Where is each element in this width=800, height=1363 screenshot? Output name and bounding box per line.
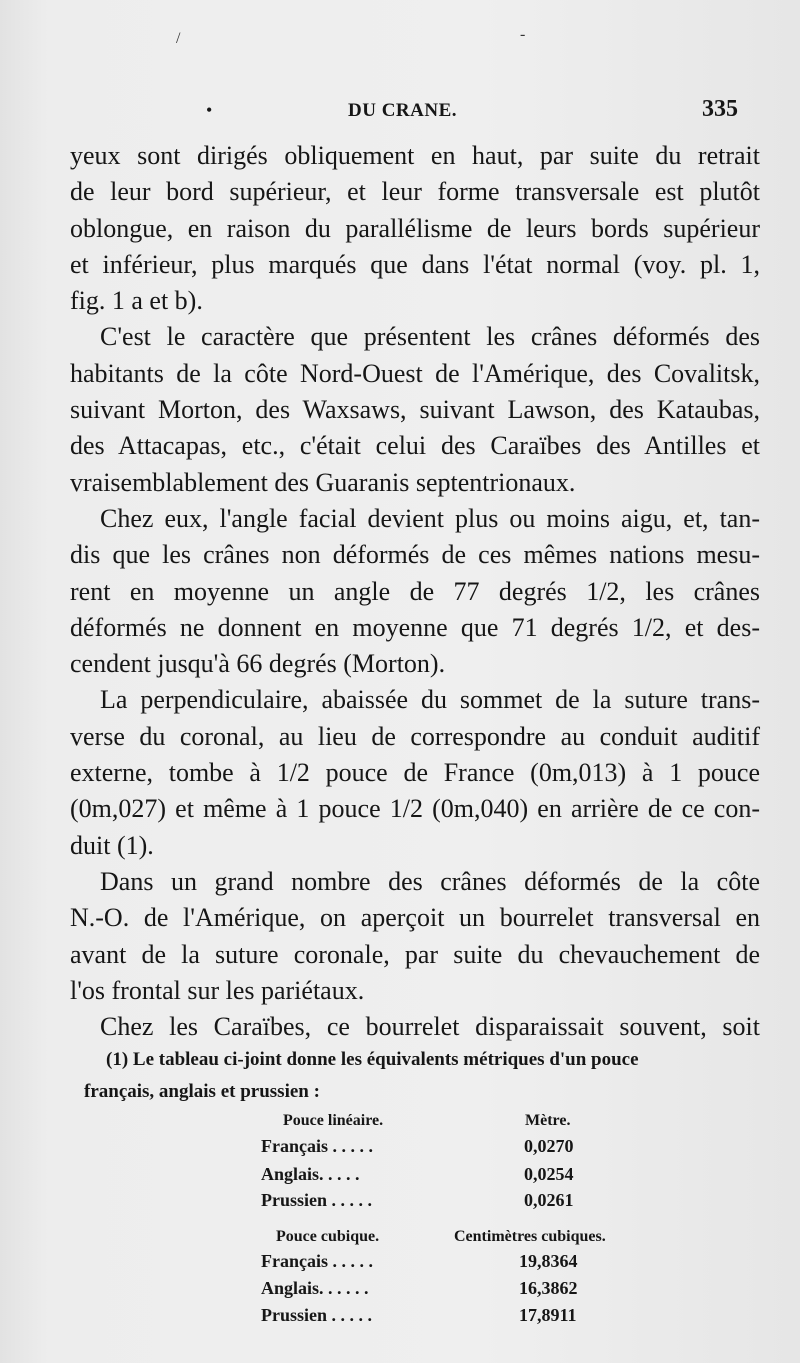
text-line: La perpendiculaire, abaissée du sommet de la suture trans- [100,685,760,715]
stray-mark: / [176,30,181,47]
text-line: Chez les Caraïbes, ce bourrelet disparaissait souvent, soit [100,1012,760,1042]
table-row-value: 0,0270 [524,1136,574,1156]
text-line: vraisemblablement des Guaranis septentrionaux. [70,467,576,497]
table-row-value: 0,0254 [524,1164,574,1184]
stray-mark: - [520,26,526,43]
table-row-value: 17,8911 [519,1305,577,1325]
linear-header-unit: Mètre. [525,1112,571,1129]
table-row-value: 19,8364 [519,1251,578,1271]
table-row-value: 16,3862 [519,1278,578,1298]
table-row-label: Français . . . . . [261,1251,373,1271]
cubic-header-label: Pouce cubique. [276,1228,380,1245]
text-line: avant de la suture coronale, par suite du chevauchement de [70,939,760,969]
table-row-label: Anglais. . . . . [261,1164,360,1184]
text-line: suivant Morton, des Waxsaws, suivant Lawson, des Kataubas, [70,395,760,425]
text-line: et inférieur, plus marqués que dans l'état normal (voy. pl. 1, [70,249,760,279]
text-line: duit (1). [70,830,154,860]
table-row-label: Prussien . . . . . [261,1305,373,1325]
text-line: dis que les crânes non déformés de ces mêmes nations mesu- [70,540,760,570]
text-line: (0m,027) et même à 1 pouce 1/2 (0m,040) en arrière de ce con- [70,794,760,824]
text-line: déformés ne donnent en moyenne que 71 degrés 1/2, et des- [70,612,760,642]
text-line: verse du coronal, au lieu de correspondre au conduit auditif [70,721,760,751]
text-line: des Attacapas, etc., c'était celui des Caraïbes des Antilles et [70,431,760,461]
text-line: l'os frontal sur les pariétaux. [70,975,365,1005]
text-line: Chez eux, l'angle facial devient plus ou moins aigu, et, tan- [100,503,760,533]
text-line: habitants de la côte Nord-Ouest de l'Amérique, des Covalitsk, [70,358,760,388]
text-line: fig. 1 a et b). [70,286,203,316]
table-row-label: Français . . . . . [261,1136,373,1156]
text-line: Dans un grand nombre des crânes déformés de la côte [100,866,760,896]
text-line: oblongue, en raison du parallélisme de leurs bords supérieur [70,213,760,243]
cubic-header-unit: Centimètres cubiques. [454,1228,606,1245]
footnote-line: (1) Le tableau ci-joint donne les équivalents métriques d'un pouce [106,1049,639,1070]
header-ornament: • [206,100,213,120]
text-line: C'est le caractère que présentent les crânes déformés des [100,322,760,352]
table-row-label: Prussien . . . . . [261,1190,373,1210]
text-line: de leur bord supérieur, et leur forme transversale est plutôt [70,177,760,207]
text-line: rent en moyenne un angle de 77 degrés 1/2, les crânes [70,576,760,606]
text-line: cendent jusqu'à 66 degrés (Morton). [70,649,446,679]
table-row-label: Anglais. . . . . . [261,1278,369,1298]
table-row-value: 0,0261 [524,1190,574,1210]
text-line: yeux sont dirigés obliquement en haut, par suite du retrait [70,141,760,170]
text-line: N.-O. de l'Amérique, on aperçoit un bourrelet transversal en [70,903,760,933]
page-number: 335 [702,96,738,122]
running-title: DU CRANE. [348,100,457,121]
linear-header-label: Pouce linéaire. [283,1112,384,1129]
text-line: externe, tombe à 1/2 pouce de France (0m,013) à 1 pouce [70,758,760,788]
footnote-line: français, anglais et prussien : [84,1081,320,1102]
